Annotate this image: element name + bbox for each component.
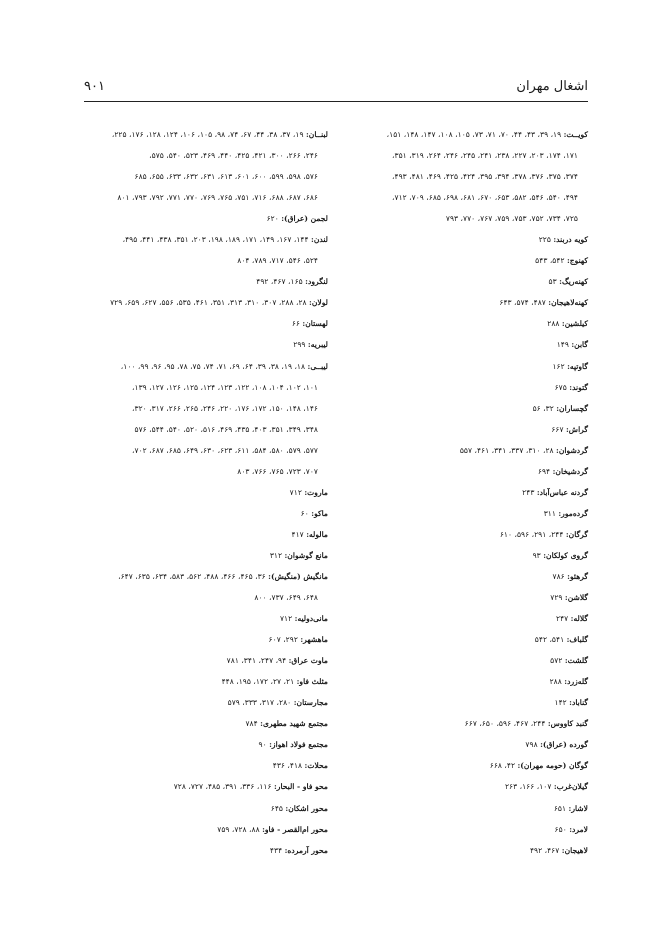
entry-term: لهستان: xyxy=(302,319,328,329)
entry-term: مانی‌دولیه: xyxy=(294,614,328,624)
index-entry-continuation xyxy=(70,166,328,187)
index-entry xyxy=(338,755,588,776)
entry-term: لیبــی: xyxy=(307,361,328,371)
entry-term: گرهئو: xyxy=(567,571,588,581)
index-entry xyxy=(70,755,328,776)
entry-term: کهنوج: xyxy=(566,256,588,266)
index-entry xyxy=(338,776,588,797)
entry-pages: ۷۲۹ xyxy=(550,593,565,603)
entry-pages: ۲۴۳ xyxy=(522,487,537,497)
page-number: ۹۰۱ xyxy=(84,79,105,94)
index-entry-continuation xyxy=(70,587,328,608)
index-entry xyxy=(70,482,328,503)
index-entry xyxy=(70,208,328,229)
entry-term: ماوت عراق: xyxy=(288,656,328,666)
entry-pages: ۲۸۸ xyxy=(547,319,562,329)
entry-term: لبنــان: xyxy=(305,130,328,139)
entry-pages: ۶۰ xyxy=(300,508,312,518)
entry-term: ماکو: xyxy=(311,508,328,518)
index-entry xyxy=(338,482,588,503)
entry-term: گاوتپه: xyxy=(567,361,588,371)
index-entry xyxy=(70,608,328,629)
entry-pages: ۱۸، ۱۹، ۳۸، ۳۹، ۶۴، ۶۹، ۷۱، ۷۴، ۷۵، ۷۸، ۹۵، ۹۶، ۹۹، ۱۰۰، xyxy=(120,361,308,371)
entry-pages: ۴۸۷، ۵۷۴، ۶۴۳ xyxy=(499,298,549,308)
entry-pages: ۲۲۵ xyxy=(538,235,554,245)
entry-pages: ۶۶۷ xyxy=(551,424,566,434)
entry-pages: ۷۰۷، ۷۲۳، ۷۶۵، ۷۶۶، ۸۰۳ xyxy=(237,466,318,476)
index-entry xyxy=(338,545,588,566)
index-entry xyxy=(70,819,328,840)
entry-term: کیلشین: xyxy=(561,319,588,329)
entry-term: ماروت: xyxy=(304,487,328,497)
index-entry-continuation xyxy=(70,398,328,419)
index-entry xyxy=(338,440,588,461)
entry-pages: ۷۲۵، ۷۳۴، ۷۵۲، ۷۵۳، ۷۵۹، ۷۶۷، ۷۷۰، ۷۹۳ xyxy=(445,214,578,224)
index-entry xyxy=(338,377,588,398)
entry-pages: ۱۶۲ xyxy=(552,361,568,371)
index-entry-continuation xyxy=(338,208,588,229)
index-entry xyxy=(70,650,328,671)
entry-pages: ۳۲، ۵۶ xyxy=(532,403,557,413)
index-entry xyxy=(338,587,588,608)
entry-pages: ۴۱۸، ۴۳۶ xyxy=(272,761,305,771)
index-entry-continuation xyxy=(70,250,328,271)
entry-term: محور اشکان: xyxy=(285,803,328,813)
index-entry xyxy=(338,819,588,840)
entry-term: گردشوان: xyxy=(556,445,588,455)
index-entry xyxy=(70,566,328,587)
index-entry xyxy=(70,776,328,797)
index-entry xyxy=(338,398,588,419)
index-entry-continuation xyxy=(70,419,328,440)
entry-pages: ۳۴۸، ۳۴۹، ۳۵۱، ۴۰۳، ۴۳۵، ۴۶۹، ۵۱۶، ۵۲۰، ۵۴۰، ۵۴۴، ۵۷۶ xyxy=(134,424,318,434)
entry-pages: ۲۴۶، ۲۶۶، ۳۰۰، ۴۲۱، ۴۲۵، ۴۴۰، ۴۶۹، ۵۲۳، ۵۴۰، ۵۷۵، xyxy=(149,151,318,161)
index-entry xyxy=(338,629,588,650)
entry-term: کهنه‌لاهیجان: xyxy=(548,298,588,308)
entry-term: گتوند: xyxy=(569,382,588,392)
entry-term: محلات: xyxy=(304,761,328,771)
entry-term: لاشار: xyxy=(568,803,588,813)
entry-pages: ۶۴۸، ۶۴۹، ۷۳۷، ۸۰۰ xyxy=(254,593,318,603)
chapter-title: اشغال مهران xyxy=(516,79,588,94)
entry-pages: ۳۷۴، ۳۷۵، ۳۷۶، ۳۷۸، ۳۹۴، ۳۹۵، ۴۲۴، ۴۲۵، ۴۶۹، ۴۸۱، ۴۹۳، xyxy=(392,172,578,182)
entry-term: محور آرمرده: xyxy=(284,845,328,855)
entry-pages: ۲۸۰، ۳۱۷، ۳۳۳، ۵۷۹ xyxy=(227,698,294,708)
index-entry xyxy=(70,334,328,355)
entry-pages: ۶۵۰ xyxy=(554,824,570,834)
index-entry xyxy=(70,840,328,861)
index-entry xyxy=(338,692,588,713)
entry-term: لندن: xyxy=(311,235,328,245)
entry-term: گرده‌مور: xyxy=(558,508,588,518)
entry-pages: ۴۲، ۶۶۸ xyxy=(489,761,518,771)
entry-pages: ۹۰ xyxy=(258,740,270,750)
entry-term: مجارستان: xyxy=(293,698,328,708)
entry-pages: ۵۳ xyxy=(548,277,560,287)
index-entry xyxy=(70,713,328,734)
entry-pages: ۱۷۱، ۱۷۴، ۲۰۳، ۲۲۷، ۲۳۸، ۲۴۱، ۲۴۵، ۲۴۶، ۲۶۴، ۳۱۹، ۳۵۱، xyxy=(392,151,578,161)
index-entry xyxy=(338,292,588,313)
entry-term: لنگرود: xyxy=(305,277,328,287)
entry-term: مالوله: xyxy=(306,529,328,539)
entry-pages: ۲۴۴، ۴۶۷، ۵۹۶، ۶۵۰، ۶۶۷ xyxy=(464,719,548,729)
running-header xyxy=(84,79,588,101)
entry-pages: ۷۱۲ xyxy=(279,614,295,624)
entry-pages: ۱۹، ۳۷، ۳۸، ۴۴، ۶۷، ۷۴، ۹۸، ۱۰۵، ۱۰۶، ۱۲۴، ۱۲۸، ۱۷۶، ۲۲۵، xyxy=(111,130,306,139)
index-entry xyxy=(338,419,588,440)
entry-pages: ۴۶۷، ۴۹۲ xyxy=(529,845,562,855)
entry-term: مجتمع شهید مطهری: xyxy=(260,719,328,729)
entry-pages: ۷۸۴ xyxy=(245,719,261,729)
entry-pages: ۵۷۲ xyxy=(550,656,565,666)
index-entry xyxy=(70,356,328,377)
entry-pages: ۶۷۵ xyxy=(554,382,570,392)
index-entry xyxy=(338,356,588,377)
entry-term: گچساران: xyxy=(556,403,588,413)
index-entry xyxy=(70,734,328,755)
entry-pages: ۵۷۶، ۵۹۸، ۵۹۹، ۶۰۰، ۶۰۱، ۶۱۳، ۶۳۱، ۶۳۲، ۶۳۳، ۶۵۵، ۶۸۵ xyxy=(134,172,318,182)
entry-pages: ۹۴، ۲۴۷، ۳۴۱، ۷۸۱ xyxy=(226,656,289,666)
entry-term: گناباد: xyxy=(569,698,588,708)
index-entry xyxy=(338,713,588,734)
entry-pages: ۳۱۱ xyxy=(543,508,559,518)
entry-pages: ۱۴۶، ۱۴۸، ۱۵۰، ۱۷۲، ۱۷۶، ۲۲۰، ۲۴۶، ۲۶۵، ۲۶۶، ۳۱۷، ۳۲۰، xyxy=(132,403,318,413)
entry-term: گابن: xyxy=(571,340,588,350)
entry-pages: ۵۴۲، ۵۴۳ xyxy=(535,256,567,266)
entry-pages: ۱۱۶، ۳۳۶، ۳۹۱، ۴۸۵، ۷۲۷، ۷۲۸ xyxy=(173,782,274,792)
entry-pages: ۵۷۷، ۵۷۹، ۵۸۰، ۵۸۴، ۶۱۱، ۶۲۳، ۶۳۰، ۶۴۹، ۶۸۵، ۶۸۷، ۷۰۲، xyxy=(132,445,318,455)
entry-pages: ۷۹۸ xyxy=(525,740,541,750)
entry-term: گورده (عراق): xyxy=(540,740,588,750)
index-entry xyxy=(70,524,328,545)
entry-pages: ۷۱۲ xyxy=(289,487,305,497)
index-entry-continuation xyxy=(338,145,588,166)
header-rule xyxy=(84,101,588,102)
entry-pages: ۷۸۶ xyxy=(552,571,568,581)
entry-term: گردنه عباس‌آباد: xyxy=(536,487,588,497)
entry-term: محو فاو - البحار: xyxy=(274,782,328,792)
entry-pages: ۴۹۴، ۵۴۰، ۵۴۶، ۵۸۲، ۶۵۳، ۶۷۰، ۶۸۱، ۶۹۸، ۶۸۵، ۷۰۹، ۷۱۲، xyxy=(392,193,578,203)
entry-term: گنبد کاووس: xyxy=(547,719,588,729)
entry-pages: ۲۸، ۲۸۸، ۳۰۷، ۳۱۰، ۳۱۳، ۳۵۱، ۴۶۱، ۵۳۵، ۵۵۶، ۶۲۷، ۶۵۹، ۷۲۹ xyxy=(110,298,310,308)
index-entry xyxy=(338,250,588,271)
entry-term: گیلان‌غرب: xyxy=(553,782,588,792)
index-entry-continuation xyxy=(70,461,328,482)
index-column-right xyxy=(338,124,588,861)
entry-pages: ۶۸۶، ۶۸۷، ۶۸۸، ۷۱۶، ۷۵۱، ۷۶۵، ۷۶۹، ۷۷۰، ۷۷۱، ۷۹۲، ۷۹۳، ۸۰۱ xyxy=(117,193,318,203)
index-entry-continuation xyxy=(70,377,328,398)
entry-term: لامرد: xyxy=(569,824,588,834)
entry-pages: ۱۹، ۳۹، ۴۳، ۴۴، ۷۰، ۷۱، ۷۳، ۱۰۵، ۱۰۸، ۱۴۷، ۱۴۸، ۱۵۱، xyxy=(386,130,564,139)
entry-pages: ۶۹۴ xyxy=(537,466,553,476)
entry-term: گلاشن: xyxy=(564,593,588,603)
entry-pages: ۲۴۷ xyxy=(555,614,571,624)
entry-pages: ۱۴۴، ۱۶۷، ۱۴۹، ۱۷۱، ۱۸۹، ۱۹۸، ۲۰۳، ۳۵۱، ۴۳۸، ۴۴۱، ۴۹۵، xyxy=(122,235,312,245)
index-entry xyxy=(70,798,328,819)
entry-term: گلباف: xyxy=(566,635,588,645)
entry-term: گردشیخان: xyxy=(552,466,588,476)
index-entry xyxy=(338,650,588,671)
index-entry xyxy=(338,734,588,755)
entry-pages: ۵۴۱، ۵۴۲ xyxy=(534,635,567,645)
entry-term: کهنه‌ریگ: xyxy=(559,277,588,287)
index-entry xyxy=(70,271,328,292)
entry-pages: ۲۸، ۳۱۰، ۳۳۷، ۳۴۱، ۴۶۱، ۵۵۷ xyxy=(459,445,557,455)
entry-term: لولان: xyxy=(309,298,328,308)
entry-pages: ۸۸، ۷۲۸، ۷۵۹ xyxy=(217,824,263,834)
entry-pages: ۲۹۹ xyxy=(293,340,308,350)
index-entry xyxy=(70,503,328,524)
index-entry xyxy=(338,124,588,145)
entry-term: محور ام‌القصر - فاو: xyxy=(262,824,328,834)
entry-pages: ۱۰۱، ۱۰۲، ۱۰۴، ۱۰۸، ۱۲۲، ۱۲۳، ۱۲۴، ۱۲۵، ۱۲۶، ۱۲۷، ۱۳۹، xyxy=(132,382,318,392)
index-entry xyxy=(338,608,588,629)
entry-pages: ۶۵۱ xyxy=(553,803,569,813)
entry-term: کویه دربند: xyxy=(553,235,588,245)
entry-pages: ۱۶۵، ۴۶۷، ۴۹۲ xyxy=(256,277,306,287)
entry-pages: ۱۴۹ xyxy=(556,340,572,350)
entry-pages: ۲۹۲، ۶۰۷ xyxy=(268,635,301,645)
entry-pages: ۴۳۴ xyxy=(269,845,285,855)
entry-pages: ۹۳ xyxy=(532,550,544,560)
entry-pages: ۵۲۴، ۵۴۶، ۷۱۷، ۷۸۹، ۸۰۴ xyxy=(237,256,318,266)
entry-term: مجتمع فولاد اهواز: xyxy=(269,740,328,750)
index-entry xyxy=(338,503,588,524)
index-entry xyxy=(70,629,328,650)
index-entry xyxy=(70,229,328,250)
entry-term: مانع گوشوان: xyxy=(284,550,328,560)
index-column-left xyxy=(70,124,328,861)
index-entry xyxy=(338,271,588,292)
entry-pages: ۱۴۲ xyxy=(554,698,570,708)
entry-pages: ۶۴۵ xyxy=(270,803,286,813)
entry-term: لاهیجان: xyxy=(561,845,588,855)
entry-term: گلاله: xyxy=(570,614,588,624)
index-entry xyxy=(70,124,328,145)
index-entry xyxy=(70,692,328,713)
entry-pages: ۶۶ xyxy=(291,319,303,329)
index-entry xyxy=(338,566,588,587)
index-entry xyxy=(338,334,588,355)
index-entry xyxy=(70,292,328,313)
entry-term: مانگیش (منگیش): xyxy=(268,571,328,581)
entry-term: گرگان: xyxy=(565,529,588,539)
index-entry xyxy=(70,545,328,566)
entry-term: لیبریه: xyxy=(307,340,328,350)
entry-pages: ۲۴۴، ۲۹۱، ۵۹۶، ۶۱۰ xyxy=(499,529,566,539)
entry-term: کویــت: xyxy=(563,130,588,139)
index-entry-continuation xyxy=(70,145,328,166)
entry-term: گلشت: xyxy=(564,656,588,666)
index-entry xyxy=(338,461,588,482)
index-entry xyxy=(70,313,328,334)
index-entry-continuation xyxy=(338,166,588,187)
index-entry-continuation xyxy=(70,440,328,461)
entry-term: لجمن (عراق): xyxy=(281,214,328,224)
entry-pages: ۲۱، ۲۷، ۱۷۲، ۱۹۵، ۴۴۸ xyxy=(221,677,297,687)
entry-pages: ۳۶، ۴۶۵، ۴۶۶، ۴۸۸، ۵۶۲، ۵۸۳، ۶۳۴، ۶۳۵، ۶۴۷، xyxy=(118,571,269,581)
entry-pages: ۴۱۷ xyxy=(291,529,307,539)
entry-term: گله‌زرد: xyxy=(564,677,588,687)
entry-term: مثلث فاو: xyxy=(296,677,328,687)
index-entry xyxy=(338,524,588,545)
index-entry xyxy=(338,313,588,334)
entry-term: ماهشهر: xyxy=(300,635,328,645)
index-entry xyxy=(70,671,328,692)
index-entry-continuation xyxy=(70,187,328,208)
index-entry xyxy=(338,229,588,250)
index-entry-continuation xyxy=(338,187,588,208)
entry-pages: ۱۰۷، ۱۶۶، ۲۶۳ xyxy=(504,782,554,792)
entry-pages: ۳۱۲ xyxy=(269,550,285,560)
entry-pages: ۶۲۰ xyxy=(266,214,282,224)
index-entry xyxy=(338,840,588,861)
entry-term: گراش: xyxy=(566,424,588,434)
entry-pages: ۲۸۸ xyxy=(549,677,565,687)
entry-term: گروی کولکان: xyxy=(543,550,588,560)
entry-term: گوگان (حومه مهران): xyxy=(517,761,588,771)
index-entry xyxy=(338,671,588,692)
index-entry xyxy=(338,798,588,819)
